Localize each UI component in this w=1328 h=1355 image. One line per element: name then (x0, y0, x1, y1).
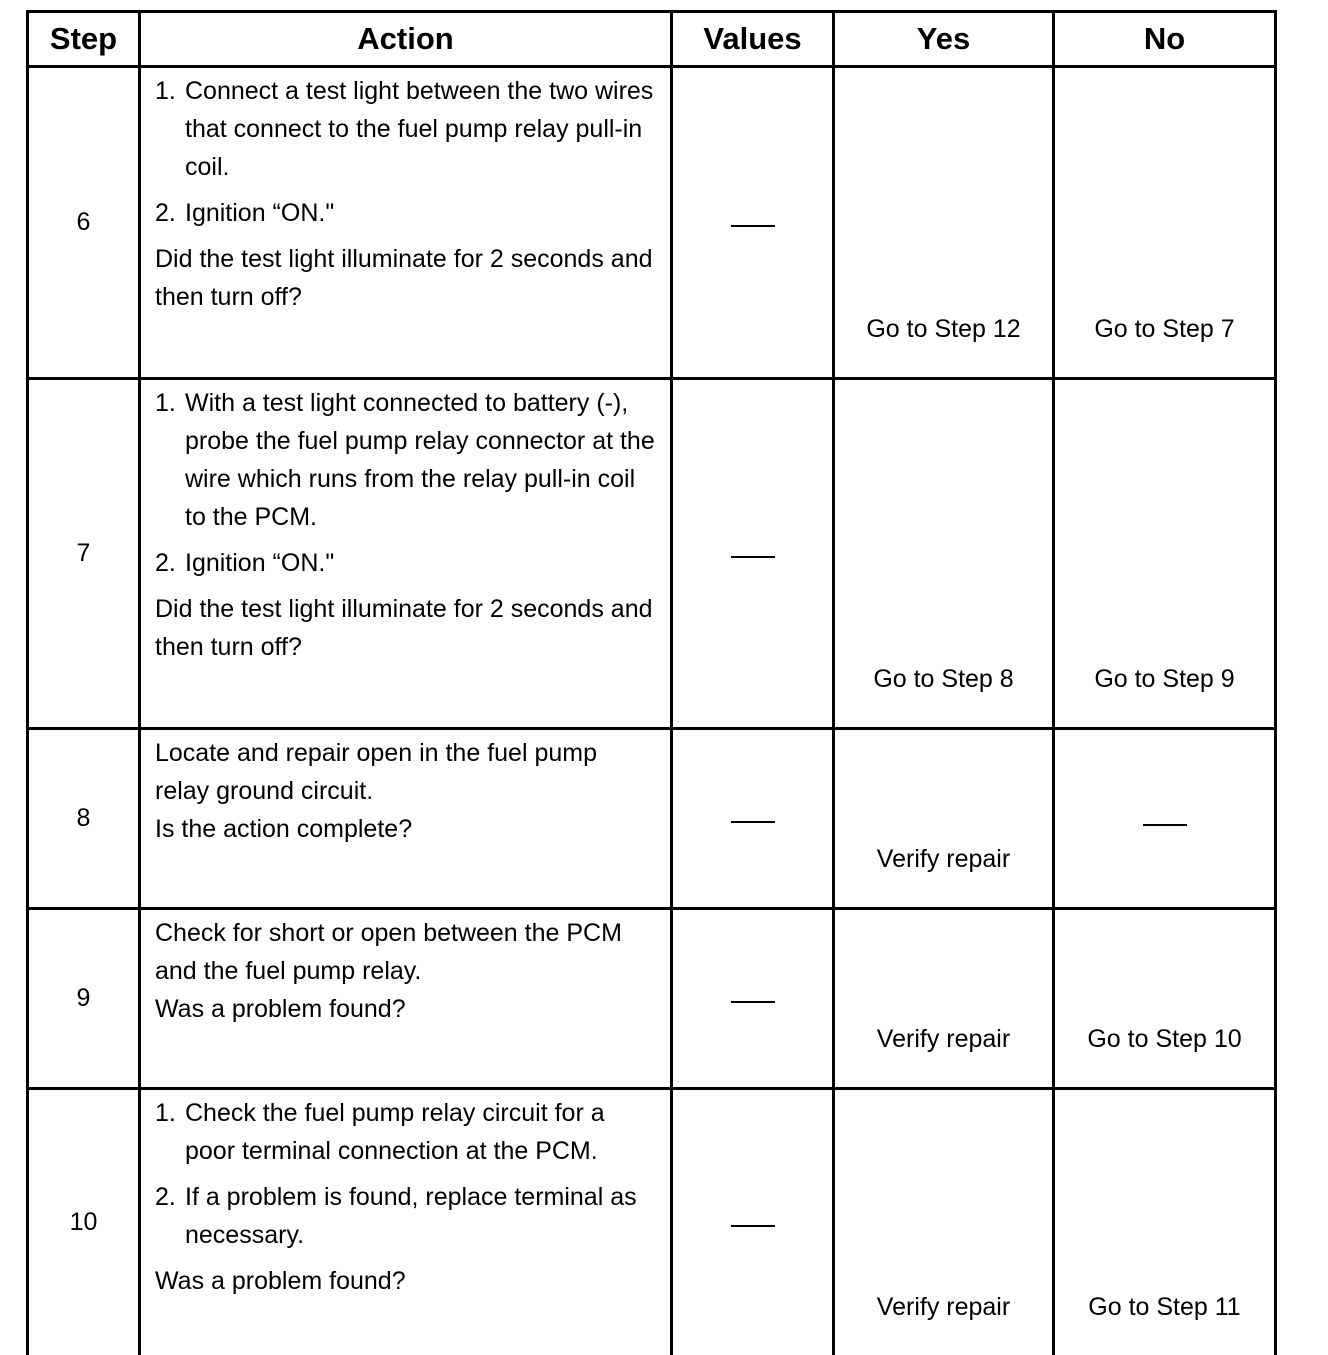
empty-value-dash (731, 821, 775, 823)
values-cell (672, 729, 834, 909)
table-row-step-6 (28, 67, 1276, 379)
action-steps (155, 384, 656, 582)
action-question: Did the test light illuminate for 2 seconds and then turn off? (155, 590, 656, 666)
table-row-step-9 (28, 909, 1276, 1089)
action-item (155, 1094, 656, 1170)
list-marker: 2. (155, 194, 176, 232)
table-row-step-10 (28, 1089, 1276, 1355)
values-cell (672, 67, 834, 379)
action-item (155, 1178, 656, 1254)
action-question: Is the action complete? (155, 810, 656, 848)
action-item-text: Ignition “ON." (185, 549, 334, 577)
header-row (28, 12, 1276, 67)
empty-no-dash (1143, 824, 1187, 826)
action-text: Check for short or open between the PCM and the fuel pump relay. (155, 914, 656, 990)
yes-result: Verify repair (834, 729, 1054, 909)
step-number: 8 (28, 729, 140, 909)
no-result: Go to Step 7 (1054, 67, 1276, 379)
action-steps (155, 72, 656, 232)
empty-value-dash (731, 1225, 775, 1227)
diagnostic-table-page (26, 10, 1274, 1355)
header-values: Values (672, 12, 834, 67)
header-action: Action (140, 12, 672, 67)
yes-result: Go to Step 8 (834, 379, 1054, 729)
list-marker: 1. (155, 72, 176, 110)
action-steps (155, 1094, 656, 1254)
yes-result: Verify repair (834, 909, 1054, 1089)
no-result: Go to Step 9 (1054, 379, 1276, 729)
list-marker: 2. (155, 1178, 176, 1216)
action-cell (140, 67, 672, 379)
table-row-step-8 (28, 729, 1276, 909)
action-item (155, 194, 656, 232)
values-cell (672, 1089, 834, 1355)
header-no: No (1054, 12, 1276, 67)
action-item-text: Check the fuel pump relay circuit for a poor terminal connection at the PCM. (185, 1099, 605, 1165)
action-text: Locate and repair open in the fuel pump relay ground circuit. (155, 734, 656, 810)
no-result: Go to Step 10 (1054, 909, 1276, 1089)
action-cell (140, 729, 672, 909)
step-number: 7 (28, 379, 140, 729)
header-step: Step (28, 12, 140, 67)
empty-value-dash (731, 225, 775, 227)
list-marker: 2. (155, 544, 176, 582)
empty-value-dash (731, 1001, 775, 1003)
values-cell (672, 909, 834, 1089)
header-yes: Yes (834, 12, 1054, 67)
action-cell (140, 909, 672, 1089)
step-number: 6 (28, 67, 140, 379)
yes-result: Go to Step 12 (834, 67, 1054, 379)
action-item-text: With a test light connected to battery (-), probe the fuel pump relay connector at the wire which runs from the relay pull-in coil to the PCM. (185, 389, 655, 531)
step-number: 10 (28, 1089, 140, 1355)
action-cell (140, 1089, 672, 1355)
action-item (155, 544, 656, 582)
action-question: Did the test light illuminate for 2 seconds and then turn off? (155, 240, 656, 316)
action-question: Was a problem found? (155, 990, 656, 1028)
action-cell (140, 379, 672, 729)
action-item (155, 384, 656, 536)
action-item-text: Ignition “ON." (185, 199, 334, 227)
values-cell (672, 379, 834, 729)
diagnostic-table (26, 10, 1277, 1355)
action-question: Was a problem found? (155, 1262, 656, 1300)
yes-result: Verify repair (834, 1089, 1054, 1355)
no-result (1054, 729, 1276, 909)
table-row-step-7 (28, 379, 1276, 729)
list-marker: 1. (155, 384, 176, 422)
no-result: Go to Step 11 (1054, 1089, 1276, 1355)
action-item-text: Connect a test light between the two wires that connect to the fuel pump relay pull-in coil. (185, 77, 653, 181)
empty-value-dash (731, 556, 775, 558)
action-item-text: If a problem is found, replace terminal as necessary. (185, 1183, 637, 1249)
action-item (155, 72, 656, 186)
step-number: 9 (28, 909, 140, 1089)
list-marker: 1. (155, 1094, 176, 1132)
